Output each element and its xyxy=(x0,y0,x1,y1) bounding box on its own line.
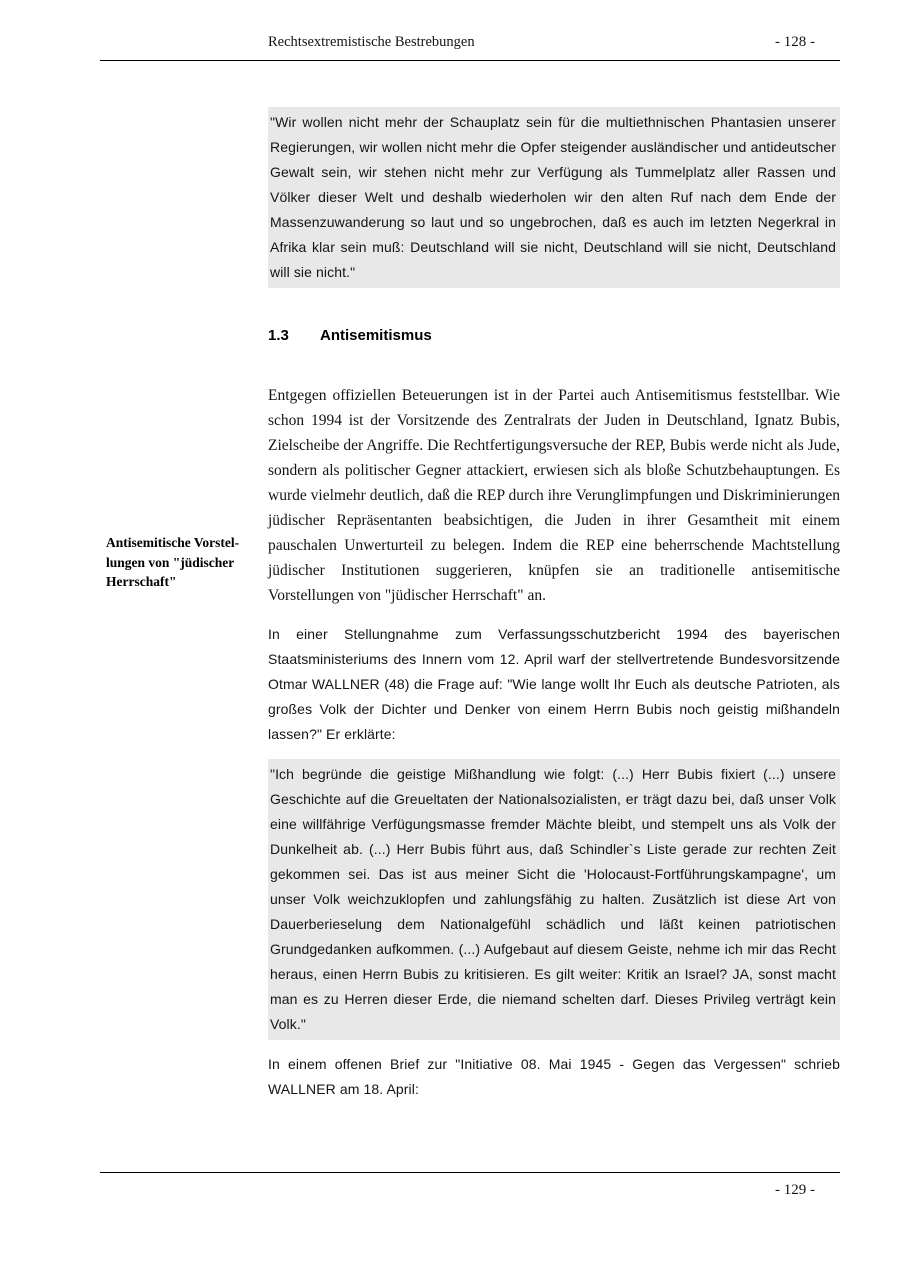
section-heading xyxy=(268,326,840,346)
header-rule xyxy=(100,60,840,61)
footer-rule xyxy=(100,1172,840,1173)
footer-page-number: - 129 - xyxy=(775,1182,815,1198)
margin-note-line: lungen von "jüdischer xyxy=(106,554,235,570)
running-header-title: Rechtsextremistische Bestrebungen xyxy=(268,34,475,50)
quote-block-massenzuwanderung: "Wir wollen nicht mehr der Schauplatz sein für die multiethnischen Phantasien unserer Regierungen, wir wollen nicht mehr die Opfer steigender ausländischer und antideutscher Gewalt sein, wir stehen nicht mehr zur Verfügung als Tummelplatz aller Rassen und Völker dieser Welt und deshalb wiederholen wir den alten Ruf nach dem Ende der Massenzuwanderung so laut und so ungebrochen, daß es auch im letzten Negerkral in Afrika klar sein muß: Deutschland will sie nicht, Deutschland will sie nicht, Deutschland will sie nicht." xyxy=(268,107,840,288)
header-page-number: - 128 - xyxy=(775,34,815,50)
margin-note xyxy=(106,533,281,592)
main-text-column xyxy=(268,107,840,1103)
margin-note-line: Antisemitische Vorstel- xyxy=(106,535,240,550)
margin-note-line: Herrschaft" xyxy=(106,574,177,589)
paragraph-offener-brief: In einem offenen Brief zur "Initiative 08. Mai 1945 - Gegen das Vergessen" schrieb WALLNER am 18. April: xyxy=(268,1056,840,1097)
quote-block-bubis: "Ich begründe die geistige Mißhandlung wie folgt: (...) Herr Bubis fixiert (...) unsere Geschichte auf die Greueltaten der Nationalsozialisten, er trägt dazu bei, daß unser Volk eine willfährige Verfügungsmasse fremder Mächte bleibt, und stempelt uns als Volk der Dunkelheit ab. (...) Herr Bubis führt aus, daß Schindler`s Liste gerade zur rechten Zeit gekommen sei. Das ist aus meiner Sicht die 'Holocaust-Fortführungskampagne', um unser Volk weichzuklopfen und zahlungsfähig zu halten. Zusätzlich ist diese Art von Dauerberieselung dem Nationalgefühl schädlich und läßt keinen patriotischen Grundgedanken aufkommen. (...) Aufgebaut auf diesem Geiste, nehme ich mir das Recht heraus, einen Herrn Bubis zu kritisieren. Es gilt weiter: Kritik an Israel? JA, sonst macht man es zu Herren dieser Erde, die niemand schelten darf. Dieses Privileg verträgt kein Volk." xyxy=(268,759,840,1040)
page-header xyxy=(0,0,900,61)
section-number: 1.3 xyxy=(268,326,289,344)
paragraph-antisemitismus-feststellbar: Entgegen offiziellen Beteuerungen ist in der Partei auch Antisemitismus feststellbar. Wie schon 1994 ist der Vorsitzende des Zentralrats der Juden in Deutschland, Ignatz Bubis, Zielscheibe der Angriffe. Die Rechtfertigungsversuche der REP, Bubis werde nicht als Jude, sondern als politischer Gegner attackiert, erwiesen sich als bloße Schutzbehauptungen. Es wurde vielmehr deutlich, daß die REP durch ihre Verunglimpfungen und Diskriminierungen jüdischer Repräsentanten beabsichtigen, die Juden in ihrer Gesamtheit mit einem pauschalen Unwerturteil zu belegen. Indem die REP eine beherrschende Machtstellung jüdischer Institutionen suggerieren, knüpfen sie an traditionelle antisemitische Vorstellungen von "jüdischer Herrschaft" an. xyxy=(268,387,840,604)
section-title: Antisemitismus xyxy=(320,326,432,344)
page-footer xyxy=(100,1172,840,1201)
running-header xyxy=(268,0,815,53)
paragraph-stellungnahme-wallner: In einer Stellungnahme zum Verfassungsschutzbericht 1994 des bayerischen Staatsministeriums des Innern vom 12. April warf der stellvertretende Bundesvorsitzende Otmar WALLNER (48) die Frage auf: "Wie lange wollt Ihr Euch als deutsche Patrioten, als großes Volk der Dichter und Denker von einem Herrn Bubis noch geistig mißhandeln lassen?" Er erklärte: xyxy=(268,626,840,742)
